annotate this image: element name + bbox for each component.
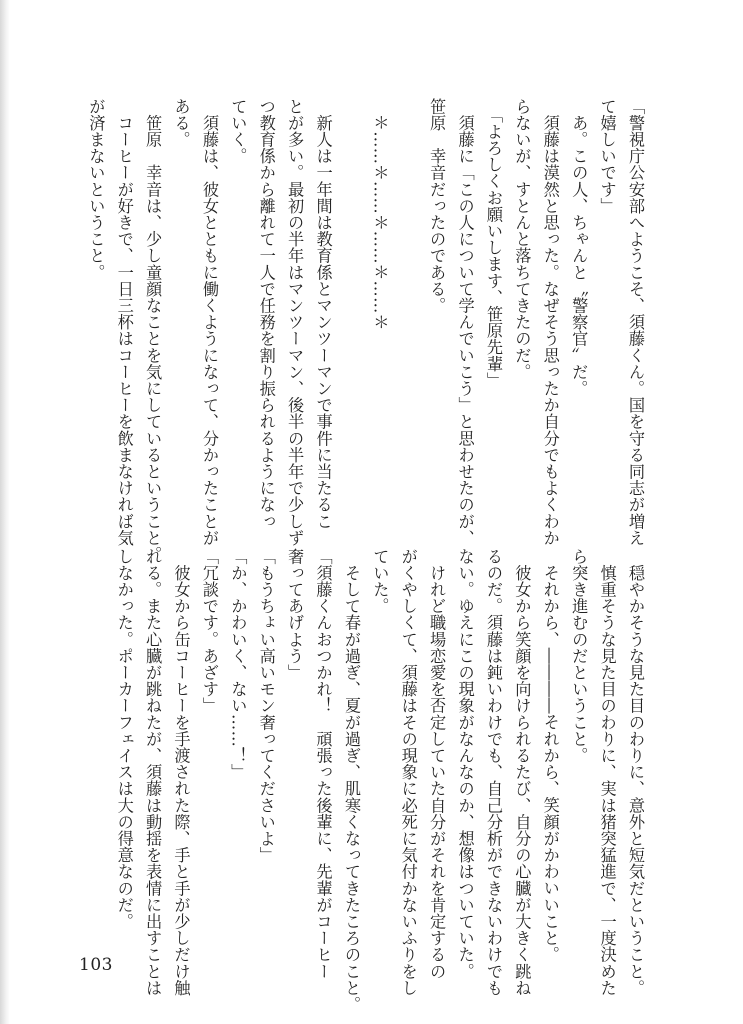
text-line: ら突き進むのだということ。 (569, 548, 589, 764)
text-line: あ。この人、ちゃんと〝警察官〟だ。 (569, 98, 589, 397)
upper-text-block (81, 98, 649, 563)
text-line: ていた。 (370, 548, 390, 615)
page-number: 103 (79, 955, 113, 975)
text-line: 彼女から缶コーヒーを手渡された際、手と手が少しだけ触 (171, 548, 191, 997)
text-line: しなかった。ポーカーフェイスは大の得意なのだ。 (114, 548, 134, 930)
text-line: 須藤に「この人について学んでいこう」と思わせたのが、 (455, 98, 475, 547)
text-line: 笹原 幸音だったのである。 (427, 98, 447, 314)
text-line: そして春が過ぎ、夏が過ぎ、肌寒くなってきたころのこと。 (341, 548, 361, 1013)
text-line: 須藤は漠然と思った。なぜそう思ったか自分でもよくわか (540, 98, 560, 547)
text-line: ていく。 (228, 98, 248, 165)
text-line: ある。 (171, 98, 191, 148)
text-line: ない。ゆえにこの現象がなんなのか、想像はついていた。 (455, 548, 475, 980)
text-line: 「もうちょい高いモン奢ってくださいよ」 (256, 548, 276, 864)
text-line: 奢ってあげよう」 (285, 548, 305, 681)
scene-gap (337, 98, 365, 563)
text-line: 彼女から笑顔を向けられるたび、自分の心臓が大きく跳ね (512, 548, 532, 997)
text-line: 「か、かわいく、ない……！」 (228, 548, 248, 781)
text-line: それから、――――それから、笑顔がかわいいこと。 (540, 548, 560, 963)
text-line: が済まないということ。 (86, 98, 106, 281)
text-line: 「須藤くんおつかれ！ 頑張った後輩に、先輩がコーヒー (313, 548, 333, 980)
scene-gap (393, 98, 421, 563)
scene-break: ＊……＊……＊……＊……＊ (370, 98, 390, 331)
text-line: れる。また心臓が跳ねたが、須藤は動揺を表情に出すことは (143, 548, 163, 997)
text-line: つ教育係から離れて一人で任務を割り振られるようになっ (256, 98, 276, 530)
text-line: るのだ。須藤は鈍いわけでも、自己分析ができないわけでも (483, 548, 503, 997)
text-line: コーヒーが好きで、一日三杯はコーヒーを飲まなければ気 (114, 98, 134, 547)
lower-text-block (109, 548, 649, 1013)
text-line: けれど職場恋愛を否定していた自分がそれを肯定するの (427, 548, 447, 980)
text-line: がくやしくて、須藤はその現象に必死に気付かないふりをし (398, 548, 418, 997)
text-line: とが多い。最初の半年はマンツーマン、後半の半年で少しず (285, 98, 305, 547)
text-line: 「よろしくお願いします、笹原先輩」 (483, 98, 503, 389)
text-line: 「警視庁公安部へようこそ、須藤くん。国を守る同志が増え (626, 98, 645, 547)
page-edge-shadow (0, 0, 10, 1024)
text-line: 須藤は、彼女とともに働くようになって、分かったことが (199, 98, 219, 547)
text-line: て嬉しいです」 (597, 98, 617, 215)
text-line: 新人は一年間は教育係とマンツーマンで事件に当たるこ (313, 98, 333, 530)
text-line: らないが、すとんと落ちてきたのだ。 (512, 98, 532, 381)
text-line: 笹原 幸音は、少し童顔なことを気にしているということ。 (143, 98, 163, 563)
text-line: 「冗談です。あざす」 (199, 548, 219, 714)
text-line: 慎重そうな見た目のわりに、実は猪突猛進で、一度決めた (597, 548, 617, 997)
text-line: 穏やかそうな見た目のわりに、意外と短気だということ。 (626, 548, 645, 997)
